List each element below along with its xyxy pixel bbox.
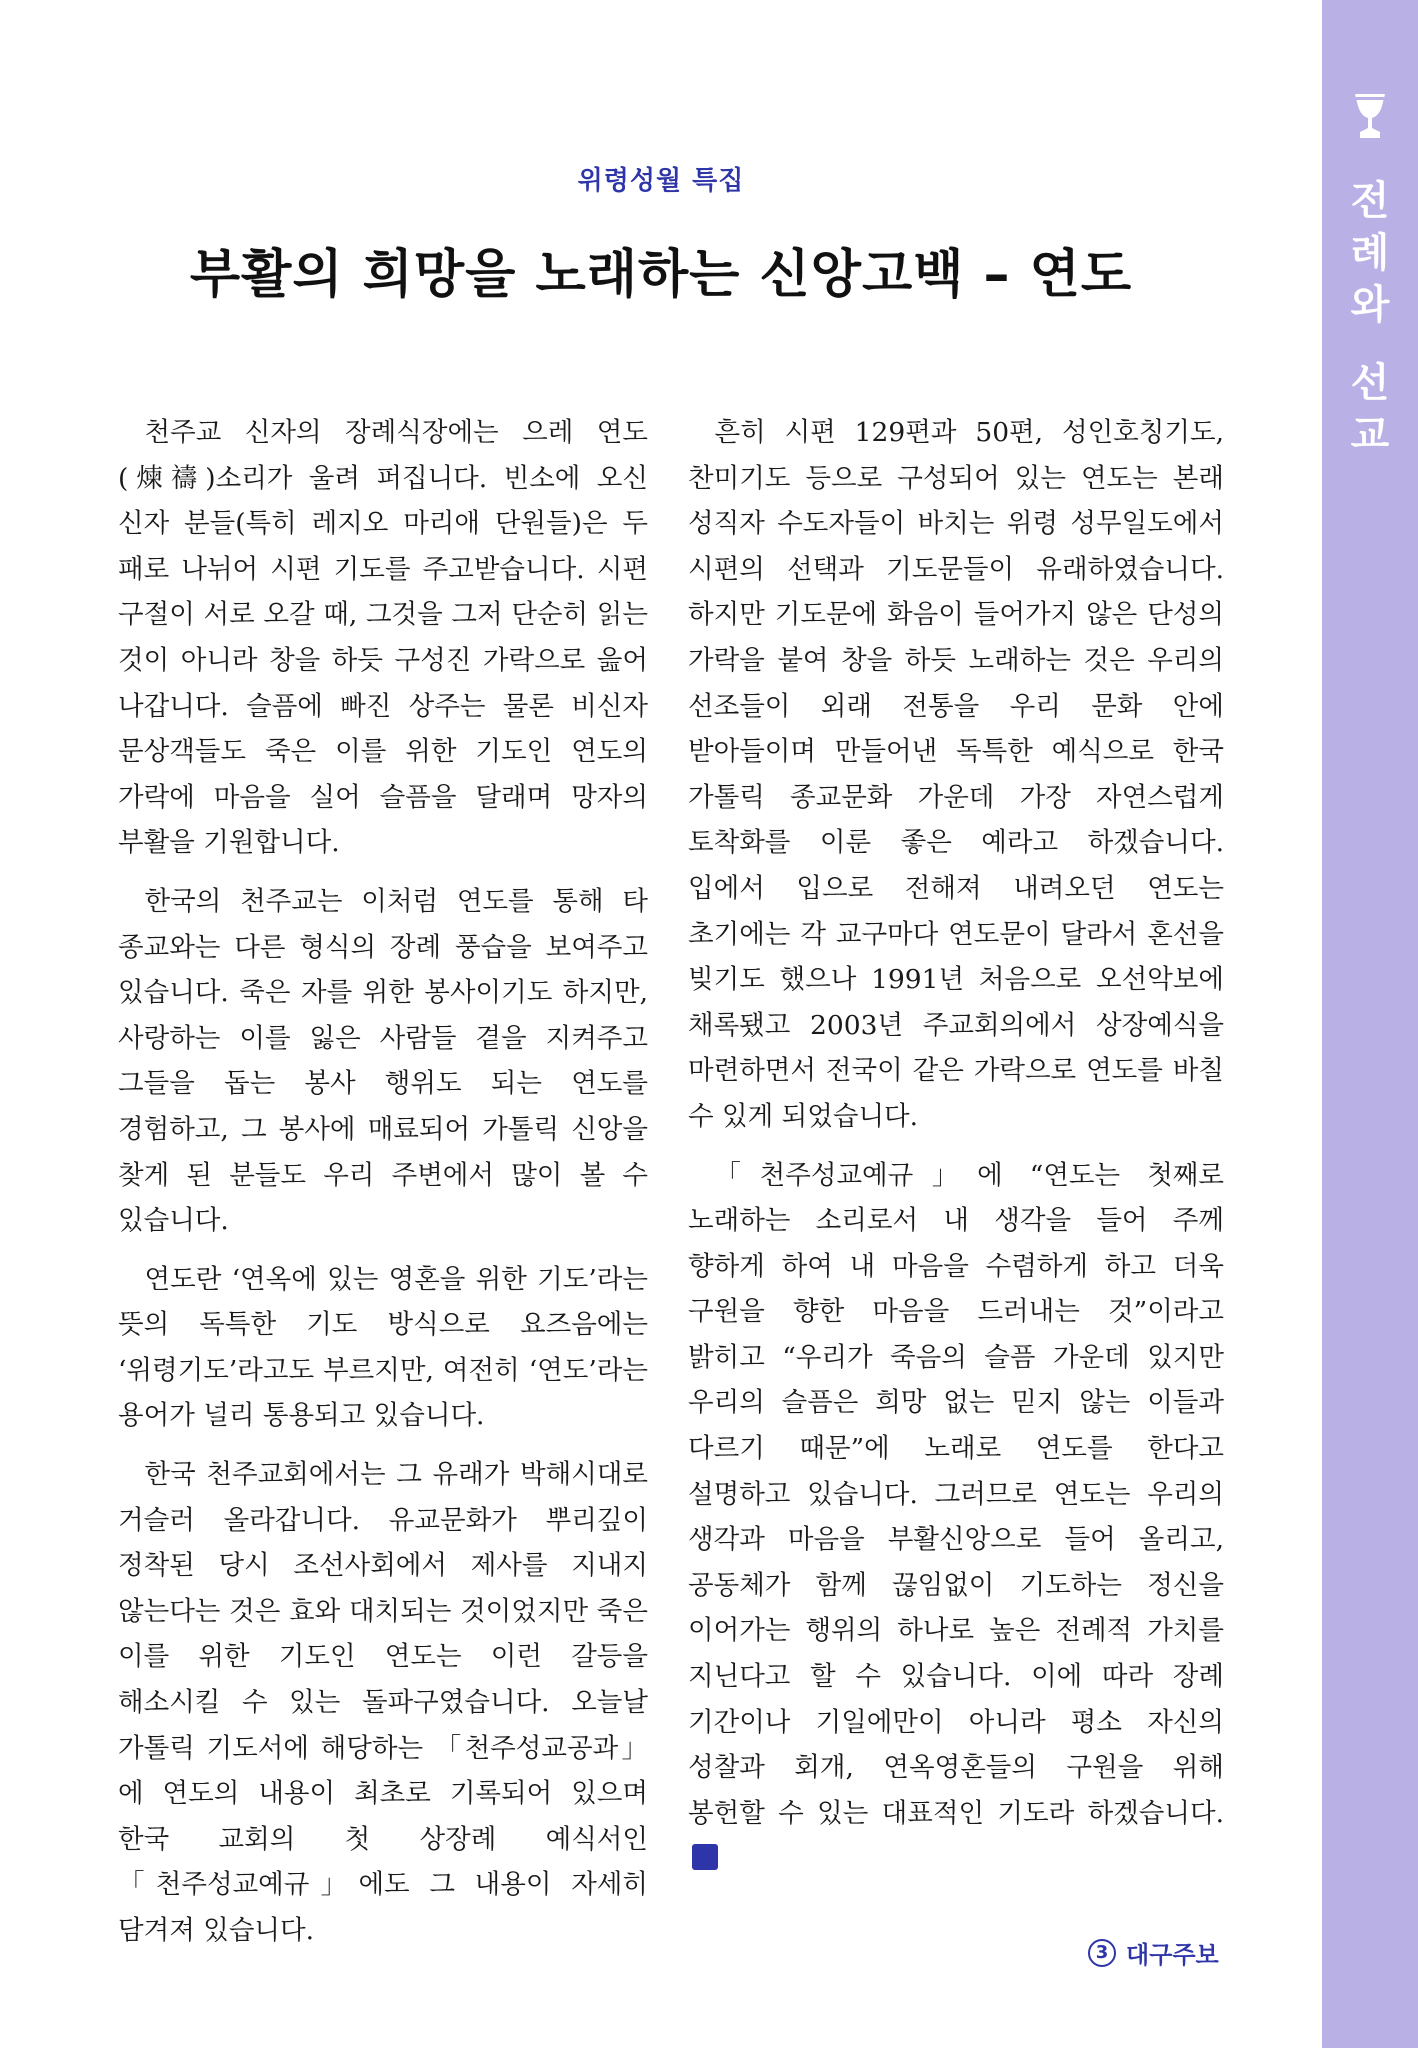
section-title-char: 전 bbox=[1350, 178, 1390, 224]
body-paragraph: 한국의 천주교는 이처럼 연도를 통해 타 종교와는 다른 형식의 장례 풍습을 보여주고 있습니다. 죽은 자를 위한 봉사이기도 하지만, 사랑하는 이를 잃은 사람들 곁을 지켜주고 그들을 돕는 봉사 행위도 되는 연도를 경험하고, 그 봉사에 매료되어 가톨릭 신앙을 찾게 된 분들도 우리 주변에서 많이 볼 수 있습니다. bbox=[118, 885, 648, 1237]
publication-name: 대구주보 bbox=[1126, 1941, 1219, 1969]
body-column-right bbox=[688, 410, 1224, 1895]
section-title-char: 교 bbox=[1350, 412, 1390, 458]
body-paragraph: 한국 천주교회에서는 그 유래가 박해시대로 거슬러 올라갑니다. 유교문화가 뿌리깊이 정착된 당시 조선사회에서 제사를 지내지 않는다는 것은 효와 대치되는 것이었지만 죽은 이를 위한 기도인 연도는 이런 갈등을 해소시킬 수 있는 돌파구였습니다. 오늘날 가톨릭 기도서에 해당하는 「천주성교공과」에 연도의 내용이 최초로 기록되어 있으며 한국 교회의 첫 상장례 예식서인 「천주성교예규」에도 그 내용이 자세히 담겨져 있습니다. bbox=[118, 1459, 648, 1946]
article-kicker: 위령성월 특집 bbox=[577, 166, 745, 196]
body-paragraph: 천주교 신자의 장례식장에는 으레 연도(煉禱)소리가 울려 퍼집니다. 빈소에 오신 신자 분들(특히 레지오 마리애 단원들)은 두 패로 나뉘어 시편 기도를 주고받습니다. 시편 구절이 서로 오갈 때, 그것을 그저 단순히 읽는 것이 아니라 창을 하듯 구성진 가락으로 읊어 나갑니다. 슬픔에 빠진 상주는 물론 비신자 문상객들도 죽은 이를 위한 기도인 연도의 가락에 마음을 실어 슬픔을 달래며 망자의 부활을 기원합니다. bbox=[118, 417, 648, 859]
section-title bbox=[1322, 175, 1418, 461]
section-title-char: 선 bbox=[1350, 360, 1390, 406]
section-title-char: 례 bbox=[1350, 230, 1390, 276]
page-footer bbox=[1088, 1935, 1288, 1970]
section-sidebar bbox=[1322, 0, 1418, 2048]
body-paragraph-text: 「천주성교예규」에 “연도는 첫째로 노래하는 소리로서 내 생각을 들어 주께 향하게 하여 내 마음을 수렴하게 하고 더욱 구원을 향한 마음을 드러내는 것”이라고 밝히고 “우리가 죽음의 슬픔 가운데 있지만 우리의 슬픔은 희망 없는 믿지 않는 이들과 다르기 때문”에 노래로 연도를 한다고 설명하고 있습니다. 그러므로 연도는 우리의 생각과 마음을 부활신앙으로 들어 올리고, 공동체가 함께 끊임없이 기도하는 정신을 이어가는 행위의 하나로 높은 전례적 가치를 지닌다고 할 수 있습니다. 이에 따라 장례 기간이나 기일에만이 아니라 평소 자신의 성찰과 회개, 연옥영혼들의 구원을 위해 봉헌할 수 있는 대표적인 기도라 하겠습니다. bbox=[688, 1159, 1224, 1829]
body-paragraph bbox=[688, 1153, 1224, 1883]
body-column-left bbox=[118, 410, 648, 1967]
body-paragraph: 흔히 시편 129편과 50편, 성인호칭기도, 찬미기도 등으로 구성되어 있는 연도는 본래 성직자 수도자들이 바치는 위령 성무일도에서 시편의 선택과 기도문들이 유래하였습니다. 하지만 기도문에 화음이 들어가지 않은 단성의 가락을 붙여 창을 하듯 노래하는 것은 우리의 선조들이 외래 전통을 우리 문화 안에 받아들이며 만들어낸 독특한 예식으로 한국 가톨릭 종교문화 가운데 가장 자연스럽게 토착화를 이룬 좋은 예라고 하겠습니다. 입에서 입으로 전해져 내려오던 연도는 초기에는 각 교구마다 연도문이 달라서 혼선을 빚기도 했으나 1991년 처음으로 오선악보에 채록됐고 2003년 주교회의에서 상장예식을 마련하면서 전국이 같은 가락으로 연도를 바칠 수 있게 되었습니다. bbox=[688, 417, 1224, 1132]
end-mark-icon bbox=[692, 1844, 718, 1870]
article-title: 부활의 희망을 노래하는 신앙고백 – 연도 bbox=[189, 245, 1133, 305]
chalice-icon bbox=[1352, 92, 1388, 142]
section-title-char: 와 bbox=[1350, 282, 1390, 328]
body-paragraph: 연도란 ‘연옥에 있는 영혼을 위한 기도’라는 뜻의 독특한 기도 방식으로 요즈음에는 ‘위령기도’라고도 부르지만, 여전히 ‘연도’라는 용어가 널리 통용되고 있습니다. bbox=[118, 1263, 648, 1432]
page-number: 3 bbox=[1088, 1939, 1116, 1967]
